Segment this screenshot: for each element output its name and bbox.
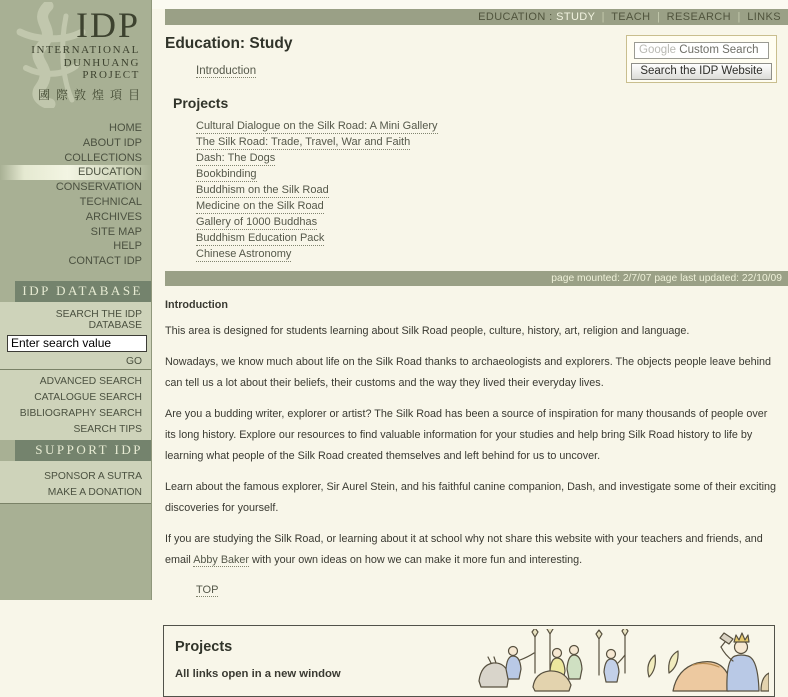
projects-panel-heading: Projects xyxy=(175,638,233,655)
search-placeholder: Custom Search xyxy=(676,44,759,56)
introduction-anchor-link[interactable]: Introduction xyxy=(196,65,257,77)
projects-panel xyxy=(163,625,775,697)
sponsor-a-sutra-link[interactable]: SPONSOR A SUTRA xyxy=(44,470,142,482)
silk-road-riders-illustration xyxy=(477,629,769,693)
advanced-search-link[interactable]: ADVANCED SEARCH xyxy=(39,375,142,387)
project-link-dash-the-dogs[interactable]: Dash: The Dogs xyxy=(196,152,276,164)
support-section xyxy=(0,461,151,503)
intro-paragraph-5 xyxy=(165,529,778,571)
page-title: Education: Study xyxy=(165,35,293,52)
projects-panel-note: All links open in a new window xyxy=(175,667,341,680)
tab-study[interactable]: STUDY xyxy=(556,11,596,23)
top-white-strip xyxy=(152,0,788,9)
page-date-bar: page mounted: 2/7/07 page last updated: 22/10/09 xyxy=(165,271,788,286)
sidebar-item-home[interactable]: HOME xyxy=(109,122,142,134)
intro-paragraph-5-post: with your own ideas on how we can make it more fun and interesting. xyxy=(249,553,583,566)
sidebar-item-archives[interactable]: ARCHIVES xyxy=(85,210,142,223)
project-link-chinese-astronomy[interactable]: Chinese Astronomy xyxy=(196,248,292,260)
project-link-1000-buddhas[interactable]: Gallery of 1000 Buddhas xyxy=(196,216,318,228)
sidebar-item-collections[interactable]: COLLECTIONS xyxy=(64,151,142,164)
sidebar-item-conservation[interactable]: CONSERVATION xyxy=(55,181,142,194)
sidebar xyxy=(0,0,152,600)
sidebar-nav xyxy=(0,121,151,269)
support-section-header: SUPPORT IDP xyxy=(15,440,151,461)
sidebar-item-technical[interactable]: TECHNICAL xyxy=(79,195,142,208)
main-content xyxy=(152,0,788,680)
project-link-cultural-dialogue[interactable]: Cultural Dialogue on the Silk Road: A Mini Gallery xyxy=(196,120,438,132)
project-link-buddhism-silk-road[interactable]: Buddhism on the Silk Road xyxy=(196,184,329,196)
sidebar-item-site-map[interactable]: SITE MAP xyxy=(90,225,142,238)
sidebar-item-education[interactable]: EDUCATION xyxy=(0,165,151,180)
search-idp-website-button[interactable]: Search the IDP Website xyxy=(631,63,771,80)
divider xyxy=(0,503,151,504)
intro-paragraph-1: This area is designed for students learning about Silk Road people, culture, history, art, religion and language. xyxy=(165,324,690,337)
logo-name-line: INTERNATIONAL xyxy=(31,44,140,56)
tab-links[interactable]: LINKS xyxy=(747,11,781,23)
project-link-bookbinding[interactable]: Bookbinding xyxy=(196,168,257,180)
search-tips-link[interactable]: SEARCH TIPS xyxy=(73,423,142,435)
make-a-donation-link[interactable]: MAKE A DONATION xyxy=(47,486,142,498)
topbar-separator: | xyxy=(601,11,605,23)
project-links-list xyxy=(196,121,788,262)
tab-research[interactable]: RESEARCH xyxy=(666,11,731,23)
sidebar-item-contact-idp[interactable]: CONTACT IDP xyxy=(68,255,142,268)
introduction-section xyxy=(152,299,788,598)
intro-paragraph-5-pre: If you are studying the Silk Road, or learning about it at school why not share this website with your teachers and friends, and email xyxy=(165,532,763,566)
go-button[interactable]: GO xyxy=(125,355,142,367)
topbar-section-label: EDUCATION xyxy=(478,11,546,23)
logo-name-line: DUNHUANG xyxy=(63,56,140,69)
database-section xyxy=(0,302,151,440)
topbar-separator: | xyxy=(656,11,661,23)
bibliography-search-link[interactable]: BIBLIOGRAPHY SEARCH xyxy=(19,407,142,419)
projects-heading: Projects xyxy=(173,95,229,111)
google-custom-search-box xyxy=(626,35,777,83)
topbar-separator: | xyxy=(737,11,741,23)
search-database-link[interactable]: SEARCH THE IDP DATABASE xyxy=(55,308,142,331)
intro-paragraph-2: Nowadays, we know much about life on the Silk Road thanks to archaeologists and explorers. The objects people leave behind can tell us a lot about their beliefs, their customs and the way they lived their everyday lives. xyxy=(165,355,771,389)
catalogue-search-link[interactable]: CATALOGUE SEARCH xyxy=(34,391,142,403)
intro-paragraph-4: Learn about the famous explorer, Sir Aurel Stein, and his faithful canine companion, Dash, and investigate some of their exciting discoveries for yourself. xyxy=(165,480,776,514)
tab-teach[interactable]: TEACH xyxy=(611,11,651,23)
database-search-input[interactable] xyxy=(7,335,147,352)
project-link-buddhism-education-pack[interactable]: Buddhism Education Pack xyxy=(196,232,325,244)
intro-paragraph-3: Are you a budding writer, explorer or artist? The Silk Road has been a source of inspiration for many thousands of people over its long history. Explore our resources to find valuable information for your studies and help bring Silk Road history to life by learning what people of the Silk Road created themselves and left behind for us to uncover. xyxy=(165,407,768,462)
project-link-medicine-silk-road[interactable]: Medicine on the Silk Road xyxy=(196,200,324,212)
topbar-colon: : xyxy=(549,11,553,23)
abby-baker-email-link[interactable]: Abby Baker xyxy=(193,553,250,566)
project-link-silk-road-trade[interactable]: The Silk Road: Trade, Travel, War and Faith xyxy=(196,136,411,148)
section-nav-bar xyxy=(165,9,788,25)
back-to-top-link[interactable]: TOP xyxy=(196,583,219,596)
logo-chinese-name: 國際敦煌項目 xyxy=(37,87,146,102)
idp-logo[interactable] xyxy=(0,0,151,112)
introduction-heading: Introduction xyxy=(165,298,228,311)
google-search-input[interactable] xyxy=(634,42,769,59)
logo-acronym: IDP xyxy=(75,5,140,45)
divider xyxy=(0,369,151,370)
google-watermark: Google xyxy=(639,44,677,56)
sidebar-item-help[interactable]: HELP xyxy=(113,240,142,253)
sidebar-item-about-idp[interactable]: ABOUT IDP xyxy=(82,136,142,149)
database-section-header: IDP DATABASE xyxy=(15,281,151,302)
logo-name-line: PROJECT xyxy=(82,69,140,81)
